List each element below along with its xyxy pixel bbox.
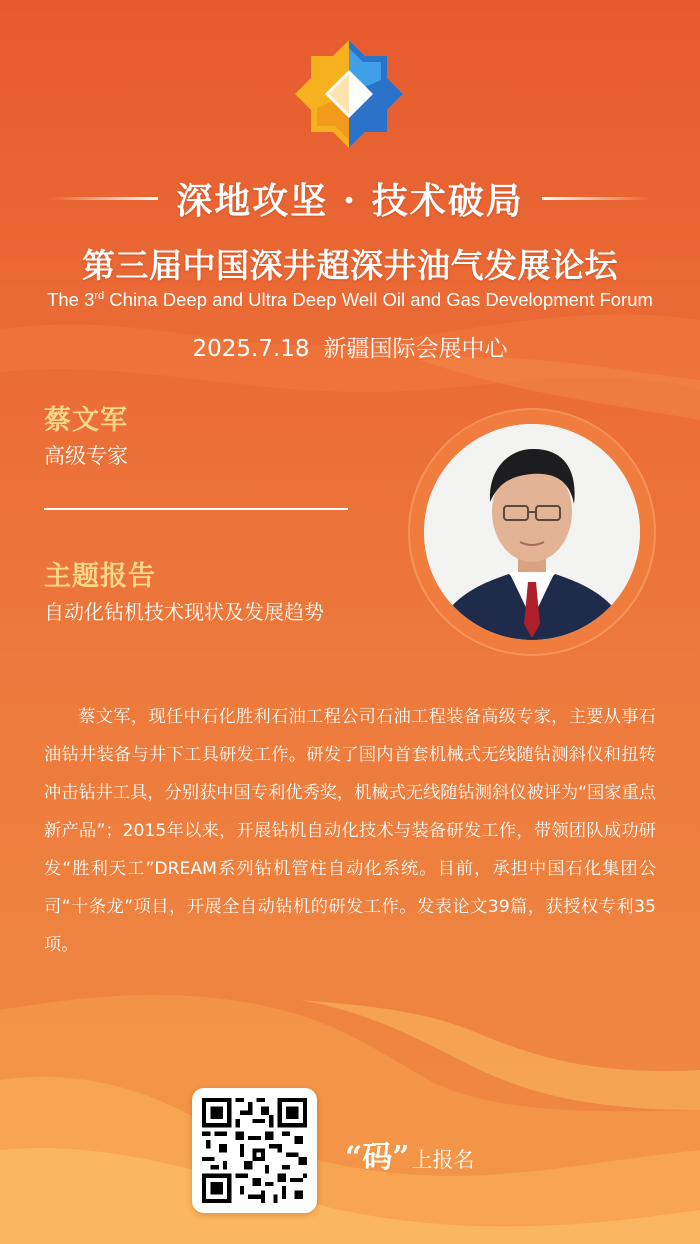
speaker-bio <box>44 698 656 964</box>
bio-paragraph: 蔡文军，现任中石化胜利石油工程公司石油工程装备高级专家，主要从事石油钻井装备与井下工具研发工作。研发了国内首套机械式无线随钻测斜仪和扭转冲击钻井工具，分别获中国专利优秀奖，机械式无线随钻测斜仪被评为“国家重点新产品”；2015年以来，开展钻机自动化技术与装备研发工作，带领团队成功研发“胜利天工”DREAM系列钻机管柱自动化系统。目前，承担中国石化集团公司“十条龙”项目，开展全自动钻机的研发工作。发表论文39篇，获授权专利35项。 <box>44 707 656 955</box>
title-en-prefix: The 3 <box>47 289 95 310</box>
qr-code[interactable] <box>202 1098 307 1203</box>
slogan-line-right <box>542 197 650 200</box>
register-text: 上报名 <box>411 1148 475 1172</box>
forum-logo <box>293 38 405 150</box>
qr-code-card[interactable] <box>192 1088 317 1213</box>
event-date: 2025.7.18 <box>192 336 310 362</box>
forum-title-cn: 第三届中国深井超深井油气发展论坛 <box>82 246 618 285</box>
event-venue: 新疆国际会展中心 <box>323 336 508 362</box>
speaker-photo <box>424 424 640 640</box>
topic-heading: 主题报告 <box>44 561 156 592</box>
quote-close: ” <box>392 1140 410 1175</box>
slogan-row <box>0 168 700 228</box>
divider <box>44 508 348 510</box>
slogan-line-left <box>50 197 158 200</box>
scan-to-register <box>345 1132 475 1176</box>
quote-open: “ <box>345 1140 363 1175</box>
date-venue <box>0 330 700 363</box>
code-char: 码 <box>362 1140 393 1175</box>
title-en-ordinal: rd <box>94 289 105 302</box>
forum-title-en <box>0 289 700 311</box>
speaker-title: 高级专家 <box>44 444 128 468</box>
topic-title: 自动化钻机技术现状及发展趋势 <box>44 600 324 624</box>
slogan: 深地攻坚 · 技术破局 <box>176 179 524 222</box>
title-en-rest: China Deep and Ultra Deep Well Oil and Gas Development Forum <box>104 289 653 310</box>
portrait-illustration <box>424 424 640 640</box>
speaker-name: 蔡文军 <box>44 405 128 436</box>
